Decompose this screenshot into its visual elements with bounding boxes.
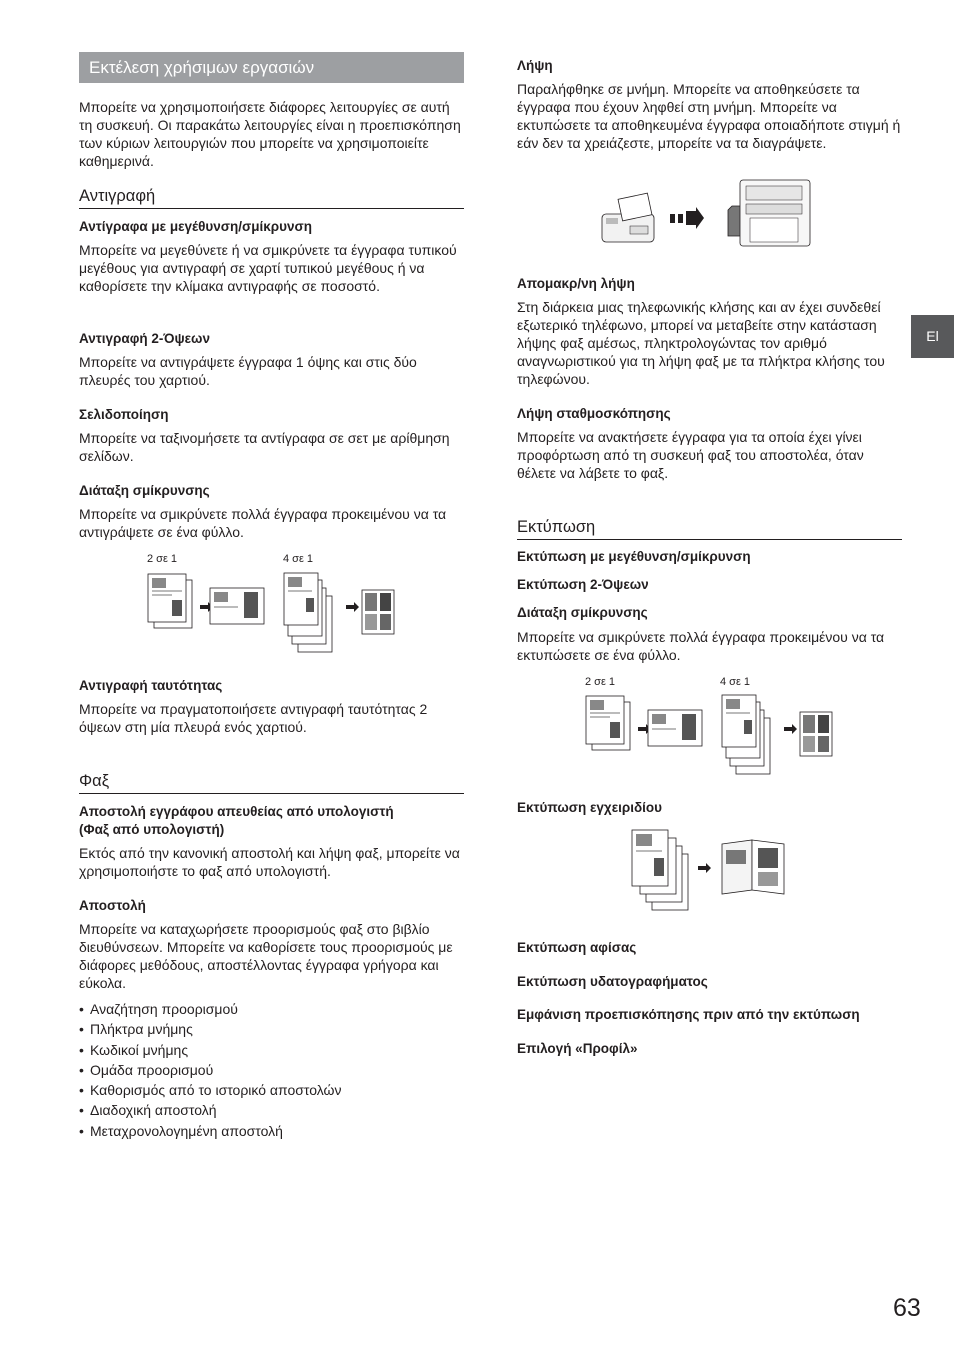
section-banner: Εκτέλεση χρήσιμων εργασιών xyxy=(79,52,464,83)
copy-collate-text: Μπορείτε να ταξινομήσετε τα αντίγραφα σε σετ με αρίθμηση σελίδων. xyxy=(79,430,450,464)
fax-receive-illustration xyxy=(600,178,814,250)
fax-pcfax-title-1: Αποστολή εγγράφου απευθείας από υπολογιστή xyxy=(79,804,394,819)
fax-pcfax-title-2: (Φαξ από υπολογιστή) xyxy=(79,822,225,837)
fax-send-list xyxy=(79,999,464,1141)
print-reduce-text: Μπορείτε να σμικρύνετε πολλά έγγραφα προκειμένου να τα εκτυπώσετε σε ένα φύλλο. xyxy=(517,629,885,663)
print-reduce-title: Διάταξη σμίκρυνσης xyxy=(517,605,648,620)
print-profile-title: Επιλογή «Προφίλ» xyxy=(517,1041,638,1056)
print-2on1-illustration xyxy=(584,692,836,778)
copy-id-title: Αντιγραφή ταυτότητας xyxy=(79,678,223,693)
print-duplex-title: Εκτύπωση 2-Όψεων xyxy=(517,577,649,592)
copy-heading: Αντιγραφή xyxy=(79,187,464,209)
page-number: 63 xyxy=(893,1294,921,1322)
list-item: • Μεταχρονολογημένη αποστολή xyxy=(79,1121,464,1141)
copy-enlarge-text: Μπορείτε να μεγεθύνετε ή να σμικρύνετε τα έγγραφα τυπικού μεγέθους για αντιγραφή σε χαρτί τυπικού μεγέθους ή να καθορίσετε την κλίμακα αντιγραφής σε ποσοστό. xyxy=(79,242,457,294)
language-tab: El xyxy=(911,315,954,358)
print-booklet-title: Εκτύπωση εγχειριδίου xyxy=(517,800,662,815)
copy-duplex-title: Αντιγραφή 2-Όψεων xyxy=(79,331,210,346)
list-item: • Αναζήτηση προορισμού xyxy=(79,999,464,1019)
print-4on1-label: 4 σε 1 xyxy=(720,676,751,688)
print-heading: Εκτύπωση xyxy=(517,518,902,540)
list-item: • Πλήκτρα μνήμης xyxy=(79,1019,464,1039)
print-enlarge-title: Εκτύπωση με μεγέθυνση/σμίκρυνση xyxy=(517,549,751,564)
list-item: • Ομάδα προορισμού xyxy=(79,1060,464,1080)
copy-2on1-illustration xyxy=(146,570,398,656)
fax-poll-text: Μπορείτε να ανακτήσετε έγγραφα για τα οποία έχει γίνει προφόρτωση από τη συσκευή φαξ του αποστολέα, όταν θέλετε να λάβετε το φαξ. xyxy=(517,429,864,481)
intro-text: Μπορείτε να χρησιμοποιήσετε διάφορες λειτουργίες σε αυτή τη συσκευή. Οι παρακάτω λειτουργίες είναι η προεπισκόπηση των κύριων λειτουργιών που μπορείτε να χρησιμοποιείτε καθημερινά. xyxy=(79,99,461,169)
list-item: • Κωδικοί μνήμης xyxy=(79,1040,464,1060)
copy-duplex-text: Μπορείτε να αντιγράψετε έγγραφα 1 όψης και στις δύο πλευρές του χαρτιού. xyxy=(79,354,417,388)
print-watermark-title: Εκτύπωση υδατογραφήματος xyxy=(517,974,708,989)
copy-4on1-label: 4 σε 1 xyxy=(283,553,314,565)
fax-pcfax-text: Εκτός από την κανονική αποστολή και λήψη φαξ, μπορείτε να χρησιμοποιήστε το φαξ από υπολογιστή. xyxy=(79,845,460,879)
print-poster-title: Εκτύπωση αφίσας xyxy=(517,940,637,955)
list-item: • Καθορισμός από το ιστορικό αποστολών xyxy=(79,1080,464,1100)
print-booklet-illustration xyxy=(628,826,790,914)
copy-reduce-text: Μπορείτε να σμικρύνετε πολλά έγγραφα προκειμένου να τα αντιγράψετε σε ένα φύλλο. xyxy=(79,506,447,540)
fax-remote-text: Στη διάρκεια μιας τηλεφωνικής κλήσης και αν έχει συνδεθεί εξωτερικό τηλέφωνο, μπορεί να μεταβείτε στην κατάσταση λήψης φαξ αμέσως, πληκτρολογώντας τον αριθμό αναγνωριστικού για τη λήψη φαξ με τα πλήκτρα κλήσης του τηλεφώνου. xyxy=(517,299,885,387)
fax-heading: Φαξ xyxy=(79,772,464,794)
list-item: • Διαδοχική αποστολή xyxy=(79,1100,464,1120)
fax-poll-title: Λήψη σταθμοσκόπησης xyxy=(517,406,671,421)
fax-send-title: Αποστολή xyxy=(79,898,146,913)
copy-2on1-label: 2 σε 1 xyxy=(147,553,178,565)
copy-collate-title: Σελιδοποίηση xyxy=(79,407,169,422)
print-2on1-label: 2 σε 1 xyxy=(585,676,616,688)
copy-reduce-title: Διάταξη σμίκρυνσης xyxy=(79,483,210,498)
fax-remote-title: Απομακρ/νη λήψη xyxy=(517,276,635,291)
fax-send-text: Μπορείτε να καταχωρήσετε προορισμούς φαξ στο βιβλίο διευθύνσεων. Μπορείτε να καθορίσετε τους προορισμούς με διάφορες μεθόδους, αποστέλλοντας έγγραφα γρήγορα και εύκολα. xyxy=(79,921,453,991)
print-preview-title: Εμφάνιση προεπισκόπησης πριν από την εκτύπωση xyxy=(517,1007,860,1022)
fax-receive-text: Παραλήφθηκε σε μνήμη. Μπορείτε να αποθηκεύσετε τα έγγραφα που έχουν ληφθεί στη μνήμη. Μπορείτε να εκτυπώσετε τα αποθηκευμένα έγγραφα οποιαδήποτε στιγμή ή εάν δεν τα χρειάζεστε, μπορείτε να τα διαγράψετε. xyxy=(517,81,901,151)
fax-receive-title: Λήψη xyxy=(517,58,553,73)
copy-id-text: Μπορείτε να πραγματοποιήσετε αντιγραφή ταυτότητας 2 όψεων στη μία πλευρά ενός χαρτιού. xyxy=(79,701,428,735)
copy-enlarge-title: Αντίγραφα με μεγέθυνση/σμίκρυνση xyxy=(79,219,312,234)
